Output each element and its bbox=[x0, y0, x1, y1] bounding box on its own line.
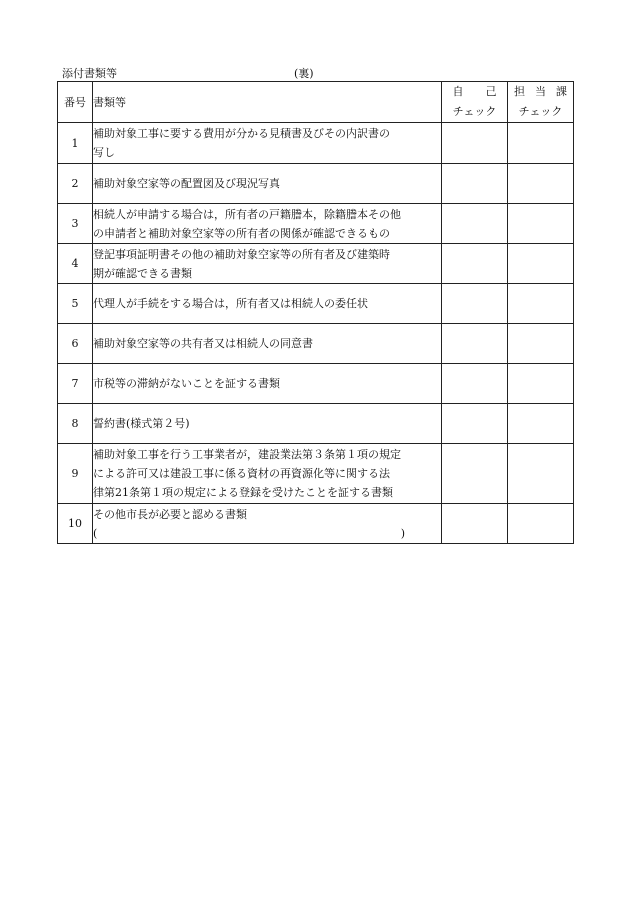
staff-check-cell[interactable] bbox=[508, 444, 574, 504]
row-document-line: 期が確認できる書類 bbox=[93, 266, 192, 280]
self-check-cell[interactable] bbox=[442, 284, 508, 324]
row-document bbox=[93, 284, 442, 324]
staff-check-cell[interactable] bbox=[508, 244, 574, 284]
row-document-line: 補助対象空家等の共有者又は相続人の同意書 bbox=[93, 337, 313, 350]
page-heading bbox=[62, 67, 582, 81]
table-row bbox=[58, 123, 574, 164]
header-document: 書類等 bbox=[93, 82, 442, 123]
row-number: 7 bbox=[58, 364, 93, 404]
row-document-line: 写し bbox=[93, 146, 115, 159]
row-document-line: 市税等の滞納がないことを証する書類 bbox=[93, 377, 280, 390]
header-staff-check-line1: 担 当 課 bbox=[514, 85, 567, 98]
staff-check-cell[interactable] bbox=[508, 364, 574, 404]
row-document bbox=[93, 164, 442, 204]
table-row bbox=[58, 364, 574, 404]
self-check-cell[interactable] bbox=[442, 504, 508, 544]
self-check-cell[interactable] bbox=[442, 244, 508, 284]
self-check-cell[interactable] bbox=[442, 404, 508, 444]
table-header-row bbox=[58, 82, 574, 123]
row-number: 1 bbox=[58, 123, 93, 164]
staff-check-cell[interactable] bbox=[508, 404, 574, 444]
table-body bbox=[58, 123, 574, 544]
row-document bbox=[93, 244, 442, 284]
row-document-line: 代理人が手続をする場合は，所有者又は相続人の委任状 bbox=[93, 297, 368, 310]
attachment-checklist-table bbox=[57, 81, 574, 544]
self-check-cell[interactable] bbox=[442, 444, 508, 504]
row-document-line: による許可又は建設工事に係る資材の再資源化等に関する法 bbox=[93, 467, 390, 480]
row-document bbox=[93, 204, 442, 244]
row-number: 6 bbox=[58, 324, 93, 364]
table-row bbox=[58, 244, 574, 284]
paren-close: ) bbox=[400, 526, 405, 540]
table-row bbox=[58, 404, 574, 444]
row-document bbox=[93, 444, 442, 504]
staff-check-cell[interactable] bbox=[508, 324, 574, 364]
row-document-line: 相続人が申請する場合は，所有者の戸籍謄本，除籍謄本その他 bbox=[93, 207, 401, 221]
row-number: 5 bbox=[58, 284, 93, 324]
row-document-line: 誓約書(様式第２号) bbox=[93, 417, 190, 430]
header-self-check bbox=[442, 82, 508, 123]
header-staff-check bbox=[508, 82, 574, 123]
staff-check-cell[interactable] bbox=[508, 123, 574, 164]
row-document bbox=[93, 123, 442, 164]
row-number: 2 bbox=[58, 164, 93, 204]
other-documents-blank bbox=[93, 524, 441, 543]
table-row bbox=[58, 324, 574, 364]
attachment-heading: 添付書類等 bbox=[62, 67, 117, 80]
row-document-line: 補助対象空家等の配置図及び現況写真 bbox=[93, 177, 280, 190]
row-number: 4 bbox=[58, 244, 93, 284]
self-check-cell[interactable] bbox=[442, 123, 508, 164]
staff-check-cell[interactable] bbox=[508, 204, 574, 244]
row-document bbox=[93, 404, 442, 444]
reverse-side-label: (裏) bbox=[294, 67, 314, 80]
staff-check-cell[interactable] bbox=[508, 164, 574, 204]
self-check-cell[interactable] bbox=[442, 324, 508, 364]
row-document-line: 補助対象工事に要する費用が分かる見積書及びその内訳書の bbox=[93, 127, 390, 140]
row-number: 10 bbox=[58, 504, 93, 544]
row-document bbox=[93, 504, 442, 544]
table-row bbox=[58, 444, 574, 504]
row-document-line: その他市長が必要と認める書類 bbox=[93, 507, 247, 521]
table-row bbox=[58, 164, 574, 204]
header-staff-check-line2: チェック bbox=[518, 105, 563, 118]
table-row bbox=[58, 284, 574, 324]
row-document bbox=[93, 324, 442, 364]
row-document-line: 補助対象工事を行う工事業者が，建設業法第３条第１項の規定 bbox=[93, 448, 401, 461]
row-number: 8 bbox=[58, 404, 93, 444]
row-document-line: 律第21条第１項の規定による登録を受けたことを証する書類 bbox=[93, 486, 393, 499]
staff-check-cell[interactable] bbox=[508, 504, 574, 544]
paren-open: ( bbox=[93, 526, 98, 540]
self-check-cell[interactable] bbox=[442, 364, 508, 404]
row-document bbox=[93, 364, 442, 404]
self-check-cell[interactable] bbox=[442, 164, 508, 204]
table-row bbox=[58, 204, 574, 244]
row-document-line: 登記事項証明書その他の補助対象空家等の所有者及び建築時 bbox=[93, 247, 390, 261]
header-number: 番号 bbox=[58, 82, 93, 123]
row-number: 3 bbox=[58, 204, 93, 244]
header-self-check-line1: 自 己 bbox=[452, 85, 497, 98]
table-row bbox=[58, 504, 574, 544]
staff-check-cell[interactable] bbox=[508, 284, 574, 324]
row-document-line: の申請者と補助対象空家等の所有者の関係が確認できるもの bbox=[93, 226, 390, 240]
header-self-check-line2: チェック bbox=[452, 105, 497, 118]
row-number: 9 bbox=[58, 444, 93, 504]
self-check-cell[interactable] bbox=[442, 204, 508, 244]
